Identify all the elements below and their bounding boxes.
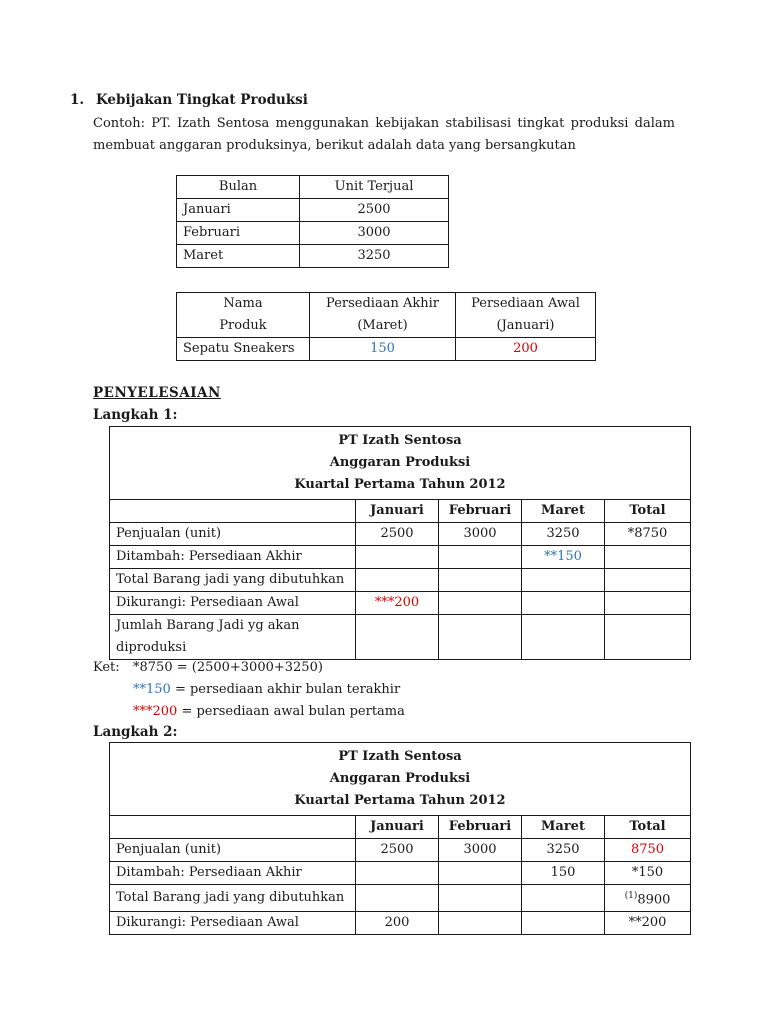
table-cell: 2500 (300, 199, 449, 222)
table-cell: Januari (177, 199, 300, 222)
table-cell (605, 546, 691, 569)
table-cell (522, 615, 605, 660)
footnote-marker: (1) (624, 891, 638, 901)
table-cell: *8750 (605, 523, 691, 546)
note-1: *8750 = (2500+3000+3250) (133, 660, 323, 675)
table-header: Total (605, 816, 691, 839)
table-cell: **150 (522, 546, 605, 569)
report-period: Kuartal Pertama Tahun 2012 (294, 793, 506, 808)
table-cell (522, 569, 605, 592)
table-cell: Ditambah: Persediaan Akhir (110, 546, 356, 569)
step1-table (109, 426, 691, 660)
table-cell: Penjualan (unit) (110, 523, 356, 546)
note-3 (133, 701, 405, 723)
report-period: Kuartal Pertama Tahun 2012 (294, 477, 506, 492)
table-cell: 3000 (300, 222, 449, 245)
table-cell: 200 (356, 912, 439, 935)
table-header (110, 500, 356, 523)
intro-line-1: Contoh: PT. Izath Sentosa menggunakan kebijakan stabilisasi tingkat produksi dalam (93, 116, 675, 131)
table-cell: 150 (310, 338, 456, 361)
table-title (110, 427, 691, 500)
table-cell: Total Barang jadi yang dibutuhkan (110, 885, 356, 912)
table-cell: Ditambah: Persediaan Akhir (110, 862, 356, 885)
table-row (110, 500, 691, 523)
table-cell: Februari (177, 222, 300, 245)
table-header (177, 293, 310, 338)
table-row (110, 862, 691, 885)
table-cell (439, 862, 522, 885)
section-number: 1. (70, 92, 85, 108)
step1-label: Langkah 1: (93, 407, 178, 423)
table-cell (356, 615, 439, 660)
table-header: Februari (439, 500, 522, 523)
table-row (110, 523, 691, 546)
header-line: (Januari) (496, 318, 555, 333)
table-cell (439, 885, 522, 912)
table-cell (356, 546, 439, 569)
table-cell (522, 885, 605, 912)
table-cell: 3250 (300, 245, 449, 268)
table-cell: Penjualan (unit) (110, 839, 356, 862)
table-cell (439, 569, 522, 592)
header-line: Persediaan Akhir (326, 296, 439, 311)
report-name: Anggaran Produksi (329, 771, 471, 786)
inventory-table (176, 292, 596, 361)
table-row (110, 816, 691, 839)
table-cell: Dikurangi: Persediaan Awal (110, 912, 356, 935)
table-row (110, 592, 691, 615)
table-cell: 3000 (439, 523, 522, 546)
table-row (110, 885, 691, 912)
table-title-row (110, 427, 691, 500)
note-2-mark: **150 (133, 682, 171, 697)
table-cell: 8750 (605, 839, 691, 862)
table-header: Januari (356, 500, 439, 523)
table-cell: 3250 (522, 839, 605, 862)
header-line: Produk (219, 318, 267, 333)
total-value: 8900 (637, 892, 671, 908)
table-row (177, 199, 449, 222)
table-cell: Maret (177, 245, 300, 268)
table-cell (439, 912, 522, 935)
table-cell: Sepatu Sneakers (177, 338, 310, 361)
cell-line: Jumlah Barang Jadi yg akan (116, 618, 300, 633)
table-cell: ***200 (356, 592, 439, 615)
intro-line-2: membuat anggaran produksinya, berikut adalah data yang bersangkutan (93, 138, 576, 153)
table-header: Bulan (177, 176, 300, 199)
header-line: Nama (223, 296, 263, 311)
table-row (110, 615, 691, 660)
table-cell (110, 615, 356, 660)
table-cell (356, 569, 439, 592)
note-2-text: = persediaan akhir bulan terakhir (170, 682, 401, 697)
table-header (456, 293, 596, 338)
table-cell (605, 615, 691, 660)
table-row (110, 839, 691, 862)
table-header: Januari (356, 816, 439, 839)
table-cell: 150 (522, 862, 605, 885)
header-line: (Maret) (357, 318, 408, 333)
table-cell (356, 885, 439, 912)
table-header: Maret (522, 816, 605, 839)
header-line: Persediaan Awal (471, 296, 580, 311)
table-row (110, 546, 691, 569)
table-cell (605, 885, 691, 912)
table-header (110, 816, 356, 839)
company-name: PT Izath Sentosa (338, 749, 462, 764)
table-cell (439, 546, 522, 569)
table-header: Unit Terjual (300, 176, 449, 199)
table-cell (522, 592, 605, 615)
table-cell: Total Barang jadi yang dibutuhkan (110, 569, 356, 592)
note-3-text: = persediaan awal bulan pertama (177, 704, 405, 719)
table-cell: 3250 (522, 523, 605, 546)
table-cell (605, 592, 691, 615)
table-cell (522, 912, 605, 935)
table-cell (439, 592, 522, 615)
table-cell (356, 862, 439, 885)
section-title: Kebijakan Tingkat Produksi (96, 92, 308, 108)
note-3-mark: ***200 (133, 704, 178, 719)
step2-table (109, 742, 691, 935)
table-header: Maret (522, 500, 605, 523)
table-cell: 2500 (356, 839, 439, 862)
table-header: Total (605, 500, 691, 523)
table-row (110, 912, 691, 935)
table-row (177, 222, 449, 245)
table-cell: *150 (605, 862, 691, 885)
table-row (177, 338, 596, 361)
cell-line: diproduksi (116, 640, 187, 655)
sales-table (176, 175, 449, 268)
table-row (177, 245, 449, 268)
table-cell: 3000 (439, 839, 522, 862)
table-row (177, 293, 596, 338)
table-title-row (110, 743, 691, 816)
table-header: Februari (439, 816, 522, 839)
table-row (177, 176, 449, 199)
table-title (110, 743, 691, 816)
table-cell: **200 (605, 912, 691, 935)
table-row (110, 569, 691, 592)
table-cell (605, 569, 691, 592)
step2-label: Langkah 2: (93, 724, 178, 740)
table-cell: 200 (456, 338, 596, 361)
solution-title: PENYELESAIAN (93, 385, 221, 401)
note-2 (133, 679, 400, 701)
report-name: Anggaran Produksi (329, 455, 471, 470)
table-header (310, 293, 456, 338)
table-cell: 2500 (356, 523, 439, 546)
company-name: PT Izath Sentosa (338, 433, 462, 448)
table-cell: Dikurangi: Persediaan Awal (110, 592, 356, 615)
table-cell (439, 615, 522, 660)
notes-prefix: Ket: (93, 660, 120, 675)
